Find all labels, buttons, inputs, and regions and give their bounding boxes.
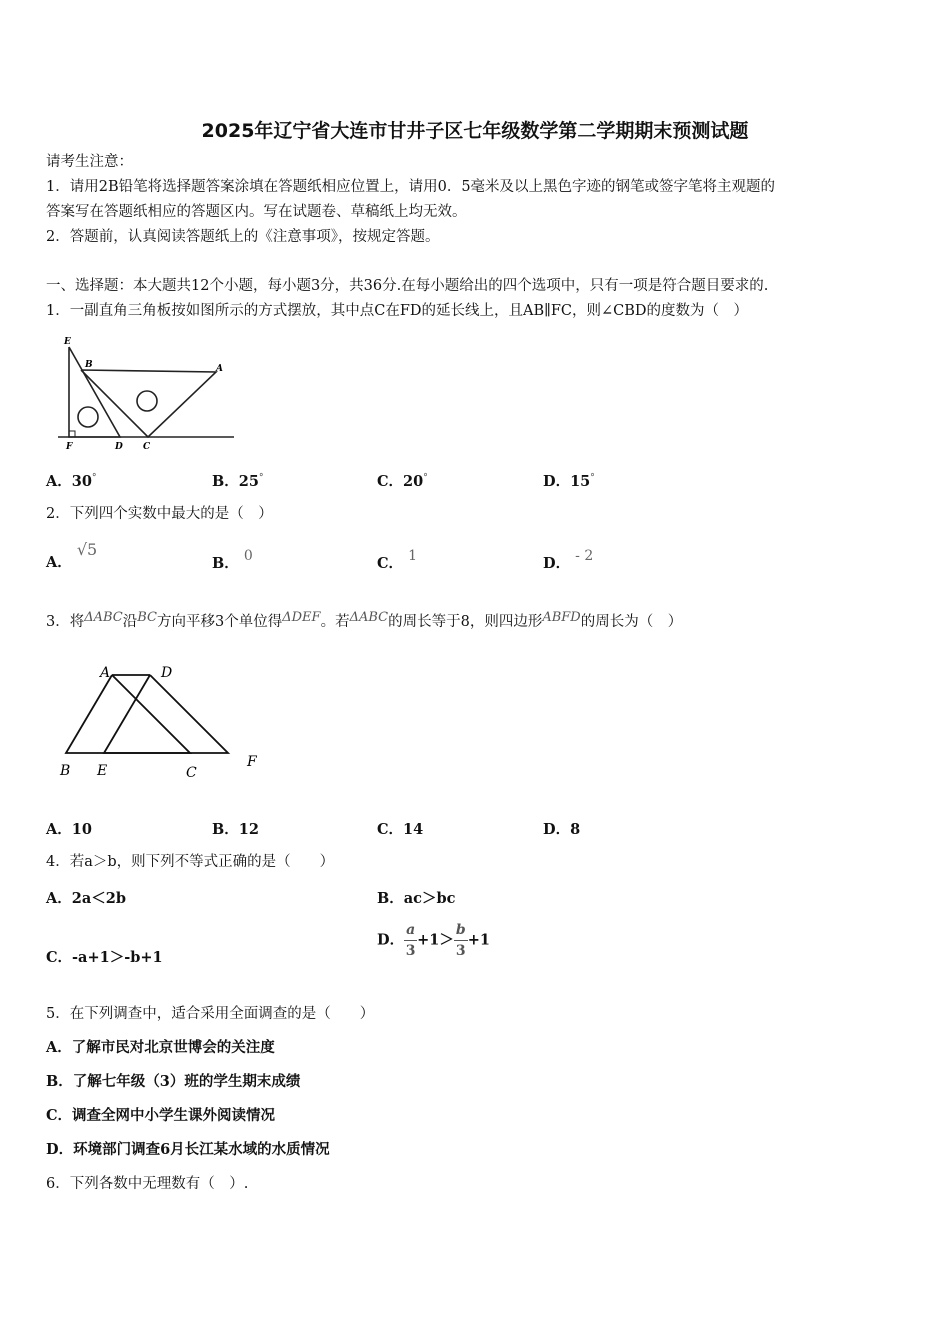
question-3-option-b[interactable]: B．12 (212, 821, 259, 838)
figure-1-label-e: E (64, 337, 71, 347)
figure-1-label-a: A (216, 364, 223, 374)
figure-1-triangle-efd (69, 347, 120, 437)
question-1-option-d[interactable]: D．15° (543, 473, 595, 490)
question-5-text: 5．在下列调查中，适合采用全面调查的是（ ） (46, 1006, 375, 1022)
question-2-text: 2．下列四个实数中最大的是（ ） (46, 506, 273, 522)
figure-1-circle-right (137, 391, 157, 411)
fraction-b-over-3: $\frac{b}{3}$ (455, 922, 466, 959)
page-title: 2025年辽宁省大连市甘井子区七年级数学第二学期期末预测试题 (201, 120, 749, 142)
figure-1-label-c: C (143, 442, 151, 452)
figure-3-label-b: B (60, 763, 71, 779)
question-1-figure (56, 334, 238, 454)
question-1-option-b[interactable]: B．25° (212, 473, 264, 490)
question-3-option-a[interactable]: A．10 (46, 821, 92, 838)
figure-3-label-c: C (186, 765, 197, 781)
section-heading: 一、选择题：本大题共12个小题，每小题3分，共36分.在每小题给出的四个选项中，只有一项是符合题目要求的. (46, 278, 769, 294)
question-3-figure (56, 660, 266, 785)
question-3-text: 3．将ΔABC沿BC方向平移3个单位得ΔDEF。若ΔABC的周长等于8，则四边形ABFD的周长为（ ） (46, 610, 683, 630)
figure-1-label-b: B (85, 360, 93, 370)
question-1-text: 1．一副直角三角板按如图所示的方式摆放，其中点C在FD的延长线上，且AB∥FC，则∠CBD的度数为（ ） (46, 303, 749, 319)
figure-1-right-angle (69, 431, 75, 437)
figure-1-label-d: D (115, 442, 123, 452)
figure-1-label-f: F (66, 442, 73, 452)
question-4-text: 4．若a＞b，则下列不等式正确的是（ ） (46, 854, 335, 870)
question-2-option-b[interactable]: B． 0 (212, 548, 253, 572)
figure-3-label-a: A (100, 665, 111, 681)
figure-1-circle-left (78, 407, 98, 427)
question-1-option-a[interactable]: A．30° (46, 473, 97, 490)
question-2-option-d[interactable]: D． - 2 (543, 548, 594, 572)
question-5-option-a[interactable]: A．了解市民对北京世博会的关注度 (46, 1039, 275, 1056)
question-1-option-c[interactable]: C．20° (377, 473, 428, 490)
question-4-option-b[interactable]: B．ac＞bc (377, 890, 456, 907)
question-5-option-d[interactable]: D．环境部门调查6月长江某水域的水质情况 (46, 1141, 330, 1158)
figure-3-label-f: F (247, 754, 257, 770)
question-2-option-c[interactable]: C． 1 (377, 548, 418, 572)
notice-line-1a: 1．请用2B铅笔将选择题答案涂填在答题纸相应位置上，请用0．5毫米及以上黑色字迹的钢笔或签字笔将主观题的 (46, 179, 776, 195)
notice-line-1b: 答案写在答题纸相应的答题区内。写在试题卷、草稿纸上均无效。 (46, 204, 467, 220)
question-5-option-c[interactable]: C．调查全网中小学生课外阅读情况 (46, 1107, 276, 1124)
question-2-option-a[interactable]: A． √5 (46, 540, 98, 571)
question-4-option-c[interactable]: C．-a+1＞-b+1 (46, 949, 163, 966)
question-5-option-b[interactable]: B．了解七年级（3）班的学生期末成绩 (46, 1073, 301, 1090)
notice-line-2: 2．答题前，认真阅读答题纸上的《注意事项》，按规定答题。 (46, 229, 440, 245)
figure-3-label-e: E (97, 763, 108, 779)
question-3-option-d[interactable]: D．8 (543, 821, 581, 838)
question-3-option-c[interactable]: C．14 (377, 821, 424, 838)
fraction-a-over-3: $\frac{a}{3}$ (405, 922, 416, 959)
notice-heading: 请考生注意： (46, 154, 133, 170)
question-6-text: 6．下列各数中无理数有（ ）. (46, 1176, 249, 1192)
question-4-option-a[interactable]: A．2a＜2b (46, 890, 126, 907)
question-4-option-d[interactable]: D． $\frac{a}{3}$ +1＞ $\frac{b}{3}$ +1 (377, 922, 490, 959)
figure-3-label-d: D (161, 665, 173, 681)
